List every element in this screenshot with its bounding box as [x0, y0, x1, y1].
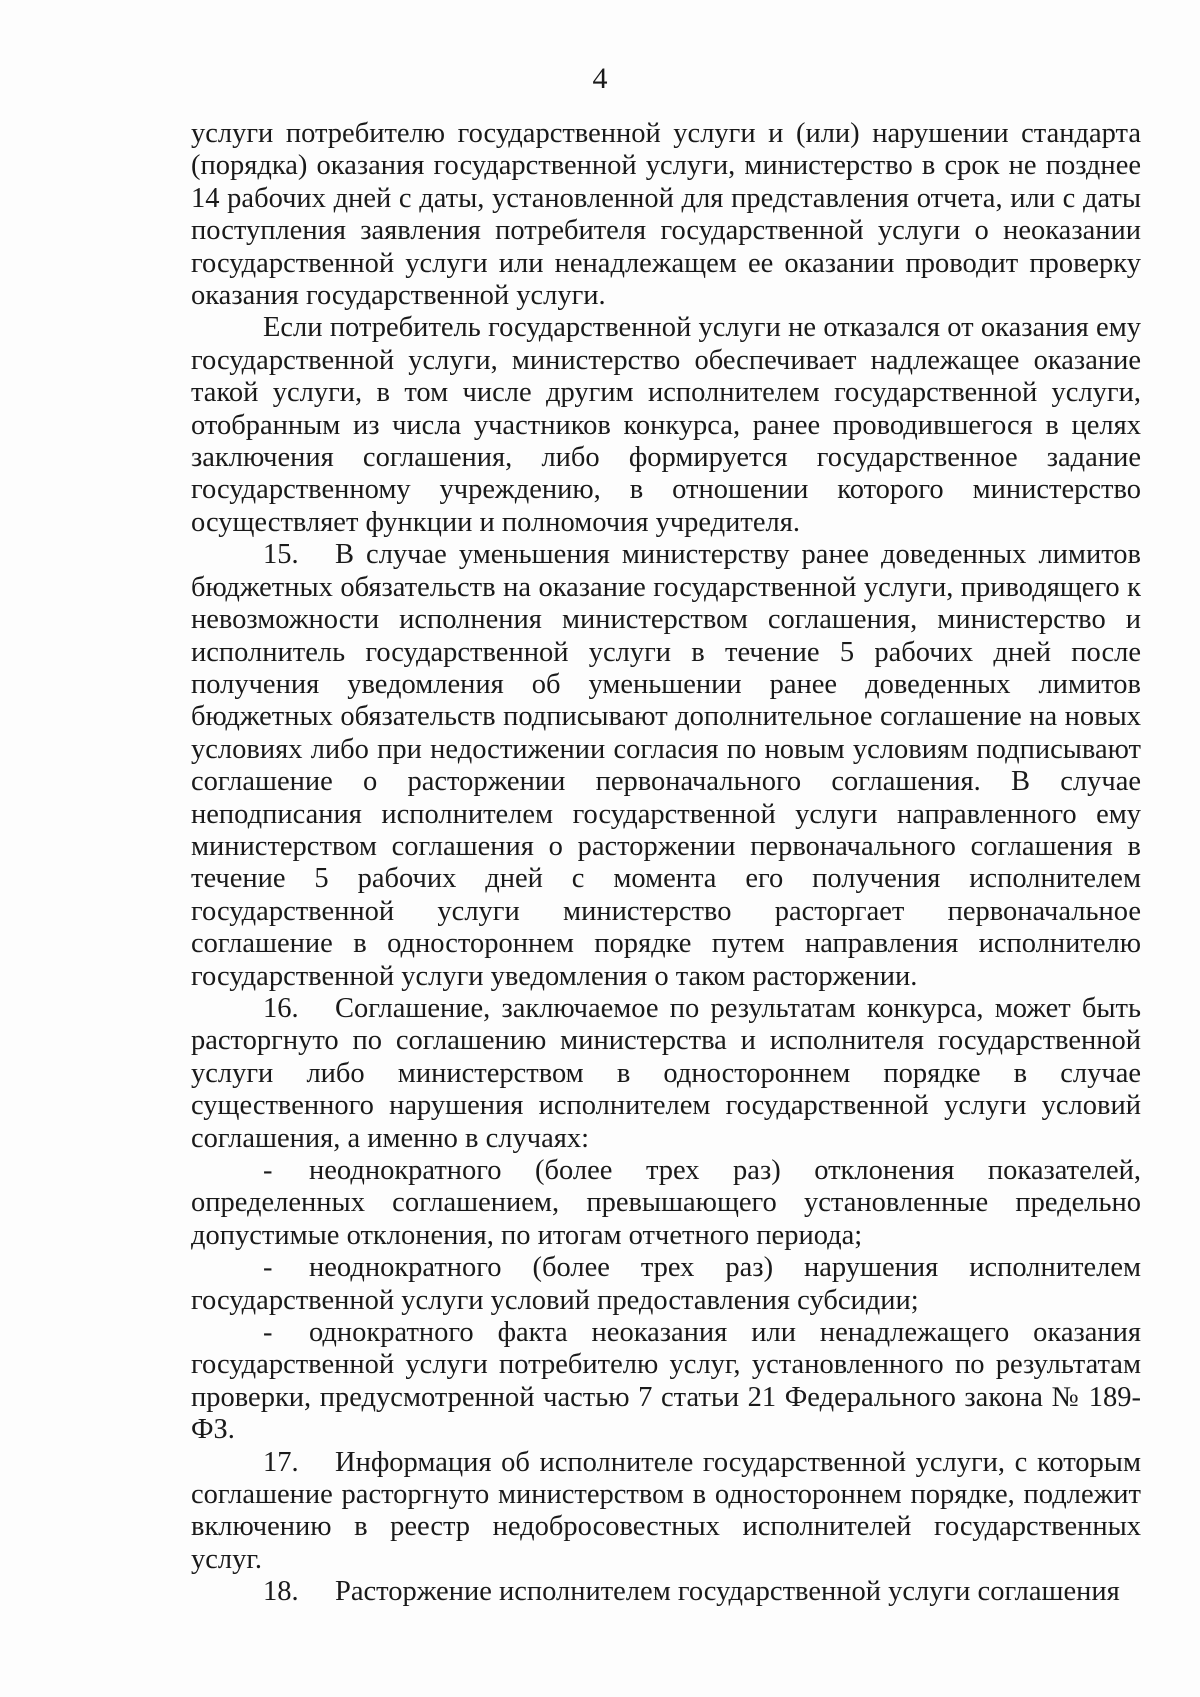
clause-text: Соглашение, заключаемое по результатам конкурса, может быть расторгнуто по соглашению министерства и исполнителя государственной услуги либо министерством в одностороннем порядке в случае существенного нарушения исполнителем государственной услуги условий соглашения, а именно в случаях: — [191, 992, 1141, 1154]
clause-number: 17. — [263, 1446, 299, 1478]
clause-15 — [191, 539, 1141, 993]
paragraph-text: услуги потребителю государственной услуги и (или) нарушении стандарта (порядка) оказания государственной услуги, министерство в срок не позднее 14 рабочих дней с даты, установленной для представления отчета, или с даты поступления заявления потребителя государственной услуги о неоказании государственной услуги или ненадлежащем ее оказании проводит проверку оказания государственной услуги. — [191, 118, 1141, 312]
list-item-text: неоднократного (более трех раз) нарушения исполнителем государственной услуги условий предоставления субсидии; — [191, 1252, 1141, 1316]
clause-number: 15. — [263, 539, 299, 571]
list-item — [191, 1317, 1141, 1447]
list-item — [191, 1252, 1141, 1317]
document-body — [191, 118, 1141, 1609]
clause-text: Расторжение исполнителем государственной услуги соглашения — [335, 1576, 1120, 1608]
clause-text: В случае уменьшения министерству ранее доведенных лимитов бюджетных обязательств на оказание государственной услуги, приводящего к невозможности исполнения министерством соглашения, министерство и исполнитель государственной услуги в течение 5 рабочих дней после получения уведомления об уменьшении ранее доведенных лимитов бюджетных обязательств подписывают дополнительное соглашение на новых условиях либо при недостижении согласия по новым условиям подписывают соглашение о расторжении первоначального соглашения. В случае неподписания исполнителем государственной услуги направленного ему министерством соглашения о расторжении первоначального соглашения в течение 5 рабочих дней с момента его получения исполнителем государственной услуги министерство расторгает первоначальное соглашение в одностороннем порядке путем направления исполнителю государственной услуги уведомления о таком расторжении. — [191, 539, 1141, 992]
clause-number: 16. — [263, 992, 299, 1024]
paragraph — [191, 312, 1141, 539]
page-number: 4 — [592, 62, 608, 95]
list-bullet: - — [263, 1317, 273, 1349]
list-bullet: - — [263, 1155, 273, 1186]
list-item-text: неоднократного (более трех раз) отклонения показателей, определенных соглашением, превышающего установленные предельно допустимые отклонения, по итогам отчетного периода; — [191, 1155, 1141, 1251]
clause-17 — [191, 1447, 1141, 1577]
list-item — [191, 1155, 1141, 1252]
paragraph-continuation — [191, 118, 1141, 312]
list-bullet: - — [263, 1252, 273, 1284]
clause-text: Информация об исполнителе государственной услуги, с которым соглашение расторгнуто министерством в одностороннем порядке, подлежит включению в реестр недобросовестных исполнителей государственных услуг. — [191, 1446, 1141, 1575]
clause-number: 18. — [263, 1576, 299, 1608]
list-item-text: однократного факта неоказания или ненадлежащего оказания государственной услуги потребителю услуг, установленного по результатам проверки, предусмотренной частью 7 статьи 21 Федерального закона № 189-ФЗ. — [191, 1317, 1141, 1446]
clause-16 — [191, 993, 1141, 1155]
clause-18 — [191, 1576, 1141, 1608]
paragraph-text: Если потребитель государственной услуги не отказался от оказания ему государственной услуги, министерство обеспечивает надлежащее оказание такой услуги, в том числе другим исполнителем государственной услуги, отобранным из числа участников конкурса, ранее проводившегося в целях заключения соглашения, либо формируется государственное задание государственному учреждению, в отношении которого министерство осуществляет функции и полномочия учредителя. — [191, 312, 1141, 538]
